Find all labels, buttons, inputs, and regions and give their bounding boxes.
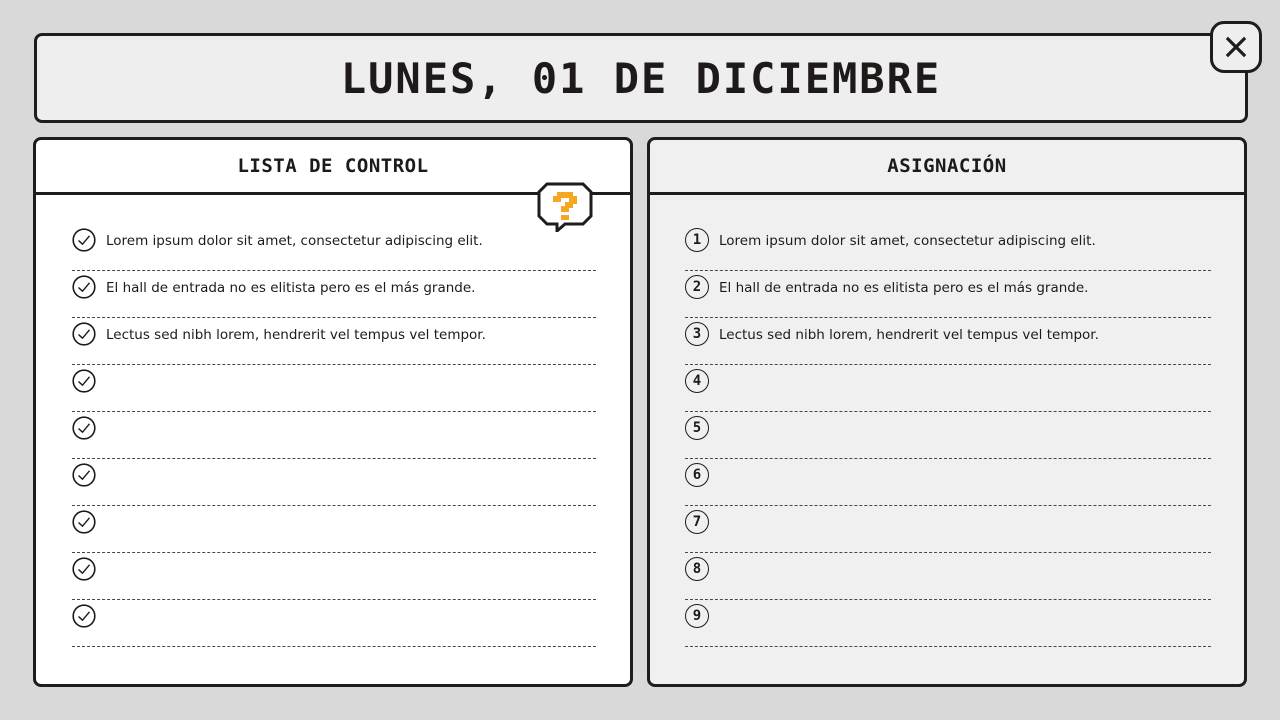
assignment-item[interactable] <box>685 412 1211 459</box>
checklist-item[interactable] <box>72 553 596 600</box>
check-circle-icon[interactable] <box>72 322 96 346</box>
checklist-item[interactable] <box>72 365 596 412</box>
assignment-item[interactable] <box>685 506 1211 553</box>
page-title: LUNES, 01 DE DICIEMBRE <box>340 53 942 103</box>
number-badge: 8 <box>685 557 709 581</box>
number-badge: 1 <box>685 228 709 252</box>
close-button[interactable] <box>1210 21 1262 73</box>
number-badge: 7 <box>685 510 709 534</box>
checklist-item-text: Lectus sed nibh lorem, hendrerit vel tempus vel tempor. <box>106 327 486 343</box>
title-panel <box>34 33 1248 123</box>
assignment-item[interactable] <box>685 459 1211 506</box>
assignment-header <box>650 140 1244 195</box>
assignment-title: ASIGNACIÓN <box>887 155 1007 177</box>
number-badge: 9 <box>685 604 709 628</box>
assignment-panel <box>647 137 1247 687</box>
check-circle-icon[interactable] <box>72 463 96 487</box>
check-circle-icon[interactable] <box>72 275 96 299</box>
assignment-item[interactable] <box>685 224 1211 271</box>
check-circle-icon[interactable] <box>72 510 96 534</box>
number-badge: 6 <box>685 463 709 487</box>
check-circle-icon[interactable] <box>72 228 96 252</box>
assignment-item-text: Lorem ipsum dolor sit amet, consectetur adipiscing elit. <box>719 233 1096 249</box>
help-button[interactable] <box>537 182 593 232</box>
assignment-rows <box>685 224 1211 647</box>
check-circle-icon[interactable] <box>72 604 96 628</box>
checklist-item-text: Lorem ipsum dolor sit amet, consectetur adipiscing elit. <box>106 233 483 249</box>
assignment-item[interactable] <box>685 271 1211 318</box>
check-circle-icon[interactable] <box>72 557 96 581</box>
checklist-item[interactable] <box>72 271 596 318</box>
check-circle-icon[interactable] <box>72 416 96 440</box>
checklist-item[interactable] <box>72 600 596 647</box>
number-badge: 4 <box>685 369 709 393</box>
assignment-item[interactable] <box>685 553 1211 600</box>
checklist-item[interactable] <box>72 412 596 459</box>
assignment-item[interactable] <box>685 318 1211 365</box>
checklist-title: LISTA DE CONTROL <box>237 155 429 177</box>
number-badge: 5 <box>685 416 709 440</box>
checklist-item-text: El hall de entrada no es elitista pero es el más grande. <box>106 280 476 296</box>
checklist-item[interactable] <box>72 459 596 506</box>
assignment-item[interactable] <box>685 600 1211 647</box>
assignment-item-text: El hall de entrada no es elitista pero es el más grande. <box>719 280 1089 296</box>
assignment-item-text: Lectus sed nibh lorem, hendrerit vel tempus vel tempor. <box>719 327 1099 343</box>
close-icon <box>1225 36 1247 58</box>
number-badge: 2 <box>685 275 709 299</box>
number-badge: 3 <box>685 322 709 346</box>
checklist-item[interactable] <box>72 318 596 365</box>
checklist-item[interactable] <box>72 224 596 271</box>
checklist-item[interactable] <box>72 506 596 553</box>
assignment-item[interactable] <box>685 365 1211 412</box>
question-mark-bubble-icon <box>537 182 593 232</box>
checklist-rows <box>72 224 596 647</box>
check-circle-icon[interactable] <box>72 369 96 393</box>
